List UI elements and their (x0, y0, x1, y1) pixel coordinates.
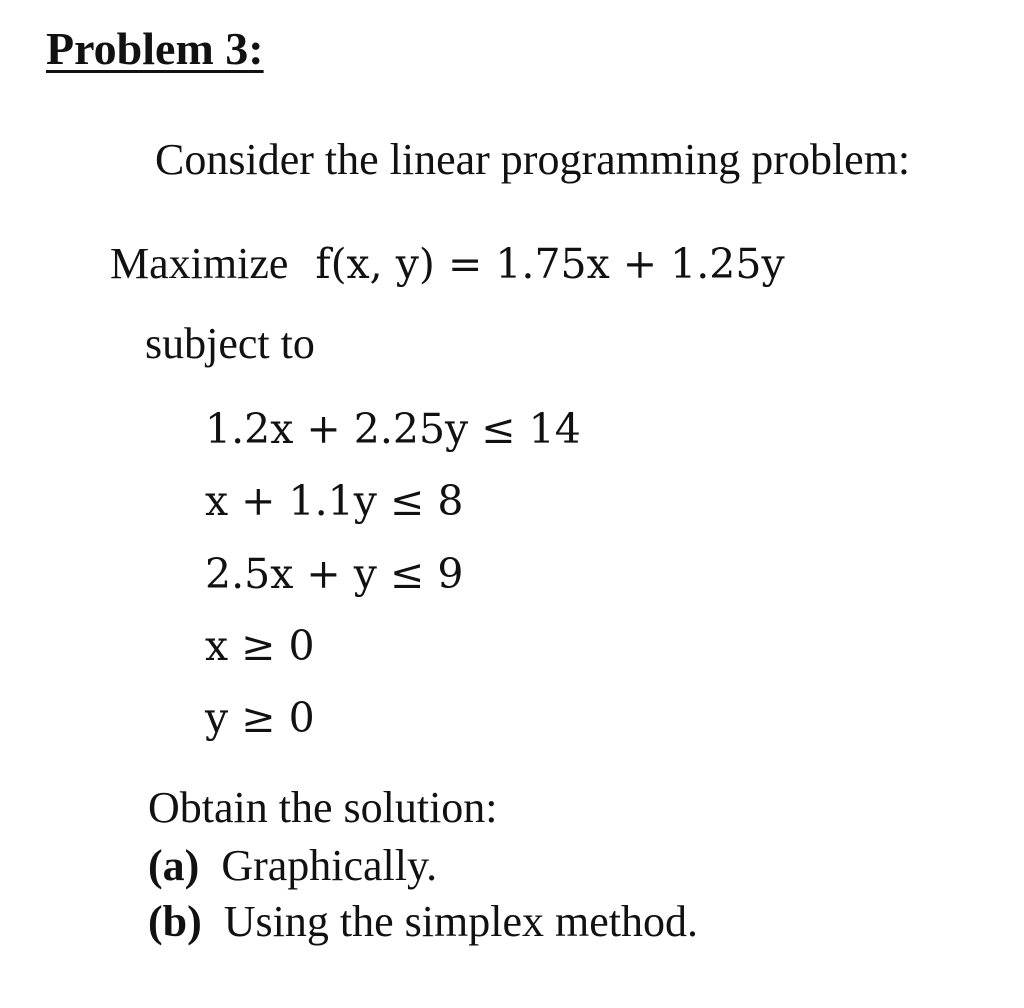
part-a-text: Graphically. (221, 841, 438, 890)
constraint-2: x + 1.1y ≤ 8 (205, 477, 464, 525)
part-b (148, 896, 698, 947)
constraint-3: 2.5x + y ≤ 9 (205, 550, 464, 598)
objective-label: Maximize (110, 239, 289, 288)
problem-title: Problem 3: (46, 23, 264, 74)
part-a-marker: (a) (148, 841, 200, 890)
constraint-5: y ≥ 0 (205, 694, 315, 742)
constraint-4: x ≥ 0 (205, 622, 315, 670)
objective-line (110, 238, 785, 289)
problem-intro: Consider the linear programming problem: (155, 135, 911, 184)
objective-function: f(x, y) = 1.75x + 1.25y (315, 240, 785, 288)
part-b-text: Using the simplex method. (223, 897, 698, 946)
subject-to-label: subject to (145, 319, 315, 368)
part-b-marker: (b) (148, 897, 202, 946)
part-a (148, 840, 437, 891)
constraint-1: 1.2x + 2.25y ≤ 14 (205, 405, 581, 453)
obtain-solution-heading: Obtain the solution: (148, 783, 498, 832)
